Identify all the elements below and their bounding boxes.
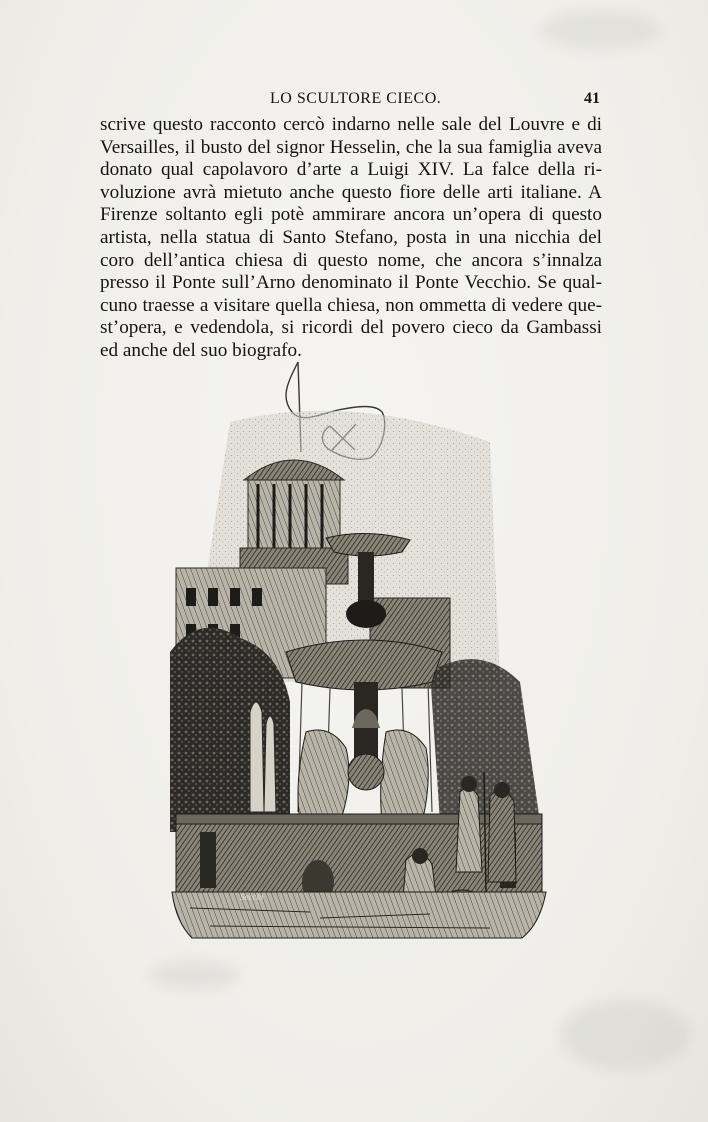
text-line: st’opera, e vedendola, si ricordi del povero cieco da Gambassi: [100, 317, 602, 339]
page-number: 41: [584, 90, 600, 107]
text-line: voluzione avrà mietuto anche questo fiore delle arti italiane. A: [100, 181, 602, 203]
text-line: Versailles, il busto del signor Hesselin, che la sua famiglia aveva: [100, 136, 602, 158]
text-line: ed anche del suo biografo.: [100, 339, 302, 361]
fountain-basin: [176, 814, 542, 904]
engraver-signature: Secchi: [240, 892, 264, 902]
paper-stain: [540, 10, 660, 50]
text-line: Firenze soltanto egli potè ammirare ancora un’opera di questo: [100, 204, 602, 226]
text-line: artista, nella statua di Santo Stefano, posta in una nicchia del: [100, 226, 602, 248]
church-dome: [240, 460, 348, 584]
text-line: coro dell’antica chiesa di questo nome, che ancora s’innalza: [100, 249, 602, 271]
text-line: cuno traesse a visitare quella chiesa, non ommetta di vedere que-: [100, 294, 602, 316]
text-line: presso il Ponte sull’Arno denominato il Ponte Vecchio. Se qual-: [100, 272, 602, 294]
paper-stain: [560, 1000, 690, 1070]
fountain-engraving: [170, 352, 550, 952]
body-paragraph: [100, 114, 602, 363]
pavement: [172, 892, 546, 938]
text-line: donato qual capolavoro d’arte a Luigi XIV. La falce della ri-: [100, 159, 602, 181]
text-line: scrive questo racconto cercò indarno nelle sale del Louvre e di: [100, 114, 602, 135]
page-header: [100, 90, 608, 114]
paper-stain: [150, 960, 240, 990]
running-title: LO SCULTORE CIECO.: [270, 90, 442, 107]
